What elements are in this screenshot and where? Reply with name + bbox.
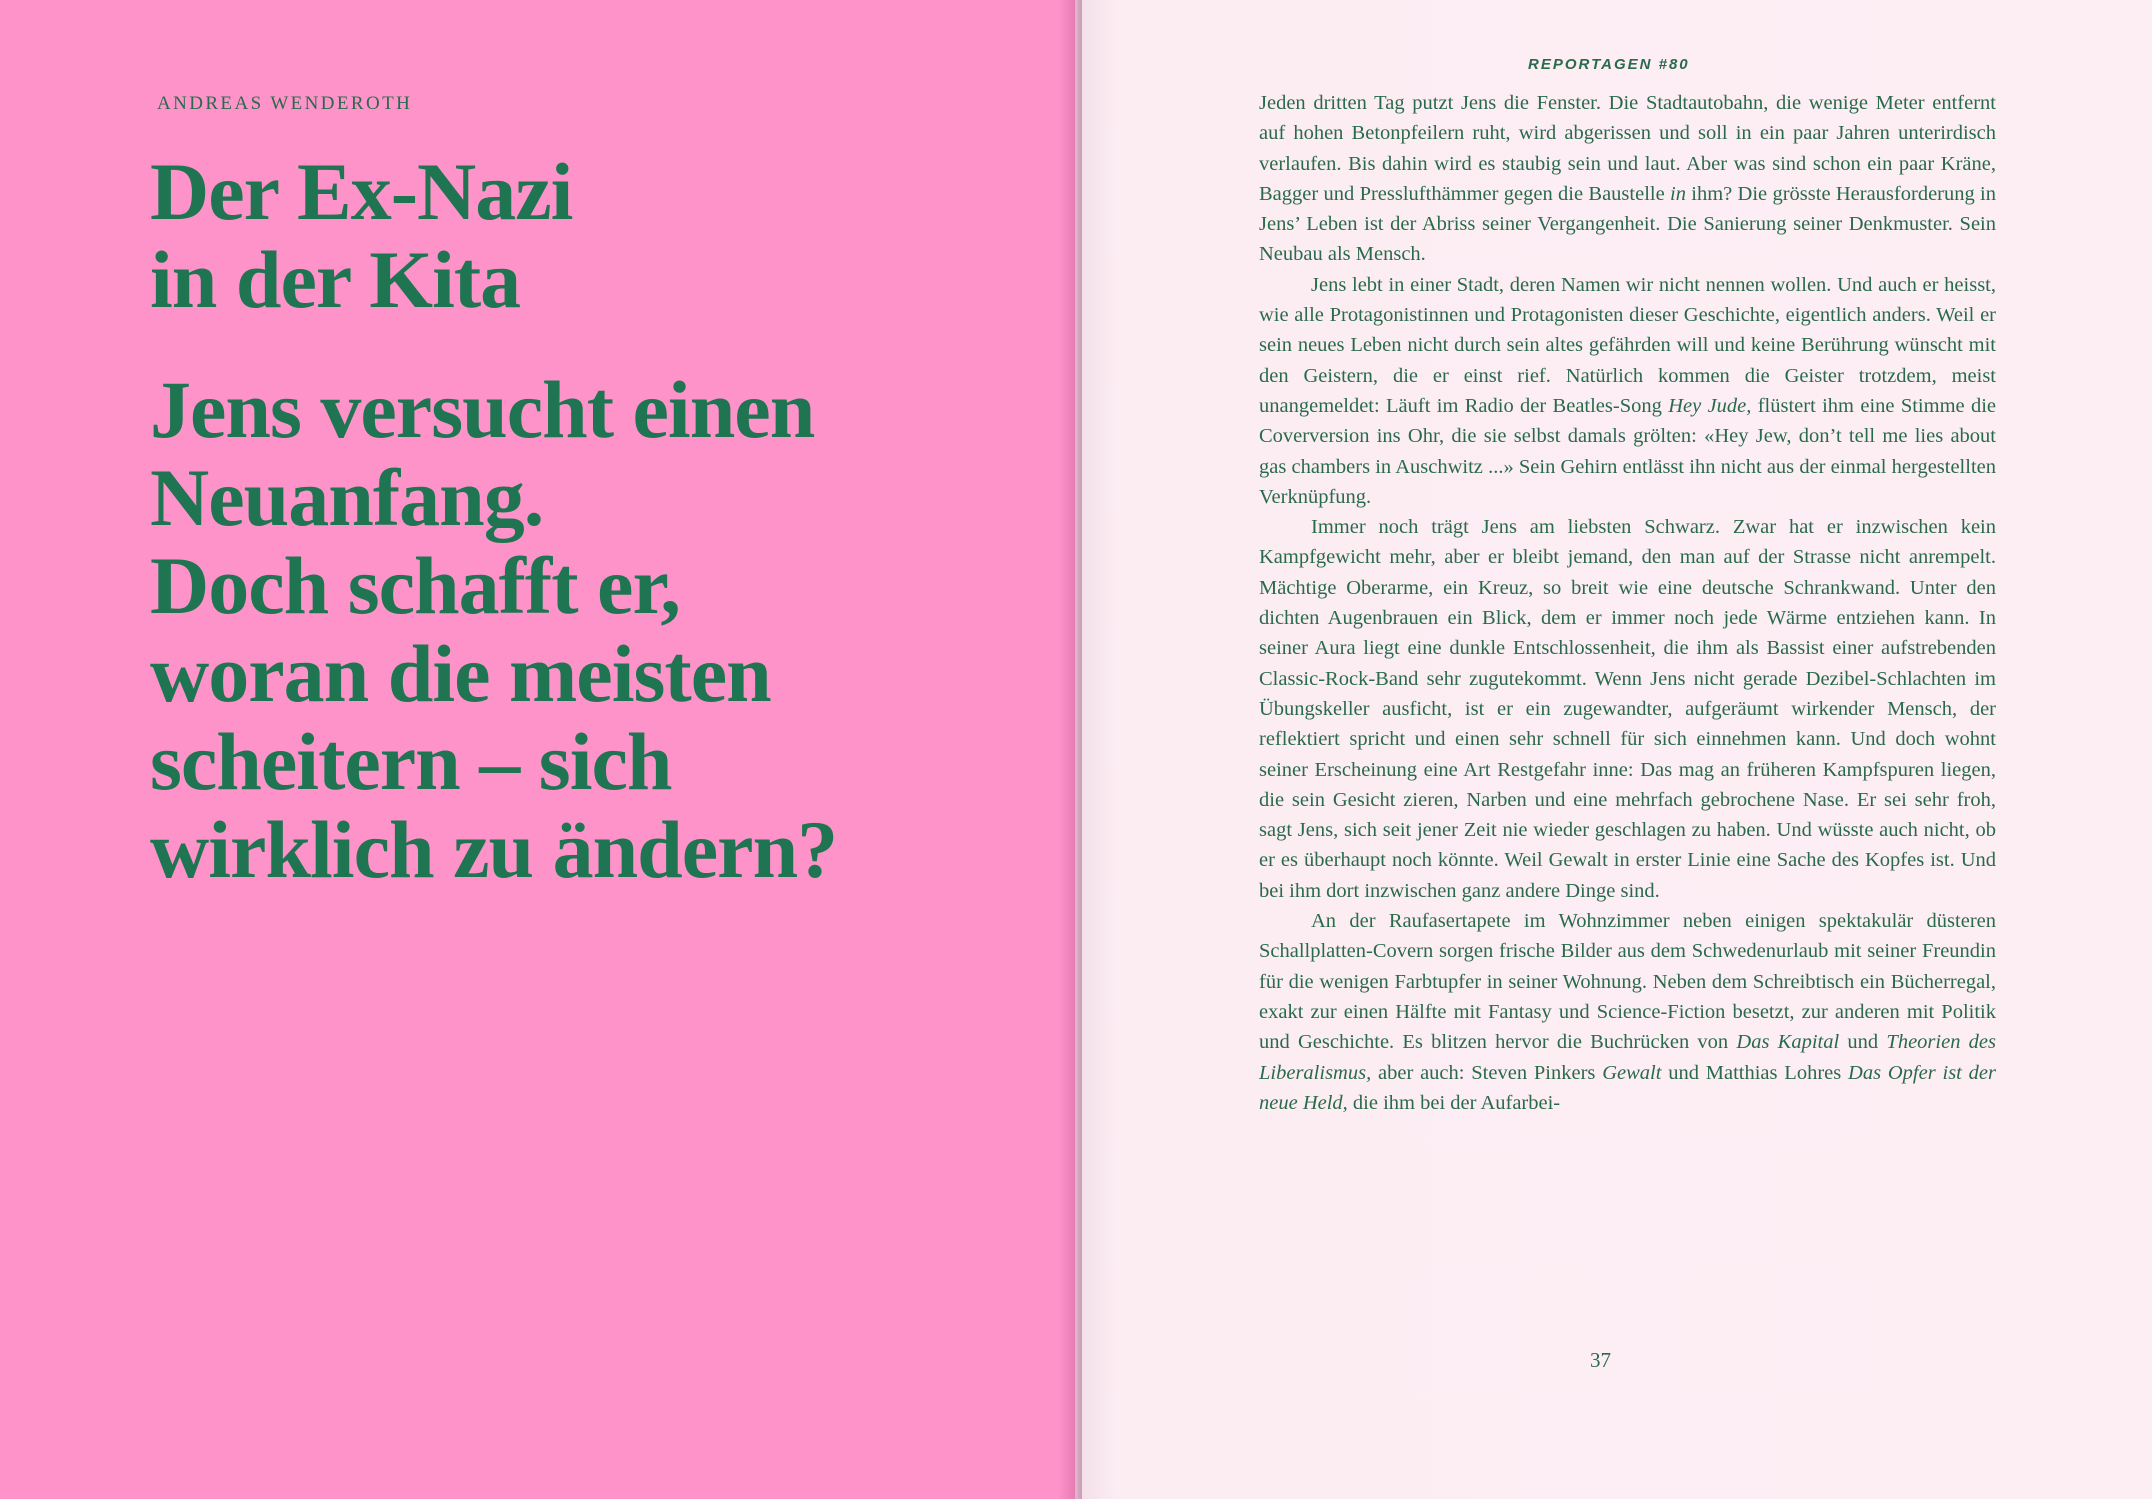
body-paragraph: Jeden dritten Tag putzt Jens die Fenster. Die Stadtautobahn, die wenige Meter entfernt auf hohen Betonpfeilern ruht, wird abgerissen und soll in ein paar Jahren unterirdisch verlaufen. Bis dahin wird es staubig sein und laut. Aber was sind schon ein paar Kräne, Bagger und Presslufthämmer gegen die Baustelle in ihm? Die grösste Herausforderung in Jens’ Leben ist der Abriss seiner Vergangenheit. Die Sanierung seiner Denkmuster. Sein Neubau als Mensch.: [1259, 92, 1996, 266]
body-paragraph: An der Raufasertapete im Wohnzimmer neben einigen spektakulär düsteren Schallplatten-Covern sorgen frische Bilder aus dem Schwedenurlaub mit seiner Freundin für die wenigen Farbtupfer in seiner Wohnung. Neben dem Schreibtisch ein Bücherregal, exakt zur einen Hälfte mit Fantasy und Science-Fiction besetzt, zur anderen mit Politik und Geschichte. Es blitzen hervor die Buchrücken von Das Kapital und Theorien des Liberalismus, aber auch: Steven Pinkers Gewalt und Matthias Lohres Das Opfer ist der neue Held, die ihm bei der Aufarbei-: [1259, 910, 1997, 1114]
title-line: Der Ex-Nazi: [150, 146, 573, 237]
book-title: Theorien des Liberalismus,: [1259, 1031, 1997, 1084]
dek-line: Doch schafft er,: [150, 540, 680, 631]
body-paragraph: Immer noch trägt Jens am liebsten Schwarz. Zwar hat er inzwischen kein Kampfgewicht mehr, aber er bleibt jemand, den man auf der Strasse nicht anrempelt. Mächtige Oberarme, ein Kreuz, so breit wie eine deutsche Schrankwand. Unter den dichten Augenbrauen ein Blick, dem er immer noch jede Wärme entziehen kann. In seiner Aura liegt eine dunkle Entschlossenheit, die ihm als Bassist einer aufstrebenden Classic-Rock-Band sehr zugutekommt. Wenn Jens nicht gerade Dezibel-Schlachten im Übungskeller ausficht, ist er ein zugewandter, aufgeräumt wirkender Mensch, der reflektiert spricht und einen sehr schnell für sich einnehmen kann. Und doch wohnt seiner Erscheinung eine Art Restgefahr inne: Das mag an früheren Kampfspuren liegen, die sein Gesicht zieren, Narben und eine mehrfach gebrochene Nase. Er sei sehr froh, sagt Jens, sich seit jener Zeit nie wieder geschlagen zu haben. Und wüsste auch nicht, ob er es überhaupt noch könnte. Weil Gewalt in erster Linie eine Sache des Kopfes ist. Und bei ihm dort inzwischen ganz andere Dinge sind.: [1259, 516, 1996, 902]
article-dek: [150, 366, 1050, 894]
book-title: Das Opfer ist der neue Held,: [1259, 1061, 1996, 1114]
running-head: REPORTAGEN #80: [1528, 56, 1690, 73]
dek-line: wirklich zu ändern?: [150, 804, 838, 895]
dek-line: Neuanfang.: [150, 452, 544, 543]
left-page: [0, 0, 1075, 1499]
title-line: in der Kita: [150, 234, 521, 325]
body-paragraph: Jens lebt in einer Stadt, deren Namen wir nicht nennen wollen. Und auch er heisst, wie alle Protagonistinnen und Protagonisten dieser Geschichte, eigentlich anders. Weil er sein neues Leben nicht durch sein altes gefährden will und keine Berührung wünscht mit den Geistern, die er einst rief. Natürlich kommen die Geister trotzdem, meist unangemeldet: Läuft im Radio der Beatles-Song Hey Jude, flüstert ihm eine Stimme die Coverversion ins Ohr, die sie selbst damals grölten: «Hey Jew, don’t tell me lies about gas chambers in Auschwitz ...» Sein Gehirn entlässt ihn nicht aus der einmal hergestellten Verknüpfung.: [1259, 273, 1996, 508]
dek-line: scheitern – sich: [150, 716, 672, 807]
article-title: [150, 148, 1030, 324]
dek-line: woran die meisten: [150, 628, 771, 719]
dek-line: Jens versucht einen: [150, 364, 815, 455]
page-number: 37: [1590, 1348, 1611, 1372]
author-name: ANDREAS WENDEROTH: [157, 93, 413, 114]
book-title: Gewalt: [1602, 1061, 1662, 1084]
song-title: Hey Jude,: [1668, 394, 1752, 417]
book-gutter: [1058, 0, 1082, 1499]
italic-word: in: [1670, 182, 1686, 205]
article-body: [1259, 88, 1996, 1118]
book-title: Das Kapital: [1736, 1031, 1840, 1054]
